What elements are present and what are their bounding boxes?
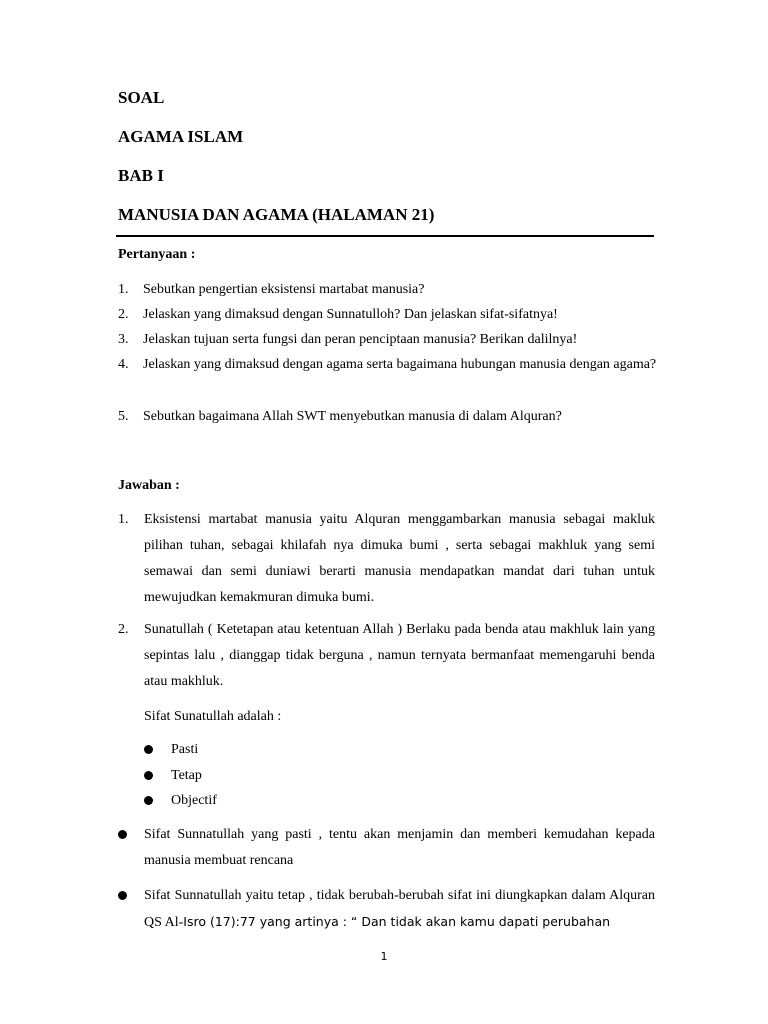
sifat-label: Objectif bbox=[171, 793, 217, 808]
answer-number: 2. bbox=[118, 622, 129, 637]
sifat-list-item bbox=[144, 791, 217, 811]
page-number: 1 bbox=[380, 950, 388, 963]
question-text: Jelaskan tujuan serta fungsi dan peran penciptaan manusia? Berikan dalilnya! bbox=[143, 332, 578, 347]
question-item bbox=[118, 327, 658, 352]
bullet-icon bbox=[118, 891, 127, 900]
explanation-bullet bbox=[118, 822, 655, 874]
question-number: 4. bbox=[118, 357, 129, 372]
explanation-text: Sifat Sunnatullah yang pasti , tentu akan menjamin dan memberi kemudahan kepada manusia membuat rencana bbox=[144, 827, 655, 868]
subject-title: AGAMA ISLAM bbox=[118, 127, 244, 146]
question-number: 3. bbox=[118, 332, 129, 347]
sifat-label: Tetap bbox=[171, 768, 202, 783]
answer-text: Eksistensi martabat manusia yaitu Alquran menggambarkan manusia sebagai makluk pilihan tuhan, sebagai khilafah nya dimuka bumi , serta sebagai makhluk yang semi semawai dan semi duniawi berarti manusia mendapatkan mandat dari tuhan untuk mewujudkan kemakmuran dimuka bumi. bbox=[144, 512, 655, 605]
question-item bbox=[118, 302, 658, 327]
questions-heading: Pertanyaan : bbox=[118, 247, 196, 262]
question-text: Jelaskan yang dimaksud dengan agama serta bagaimana hubungan manusia dengan agama? bbox=[143, 357, 657, 372]
answers-heading: Jawaban : bbox=[118, 478, 180, 493]
answer-item bbox=[118, 507, 655, 611]
sifat-list-item bbox=[144, 740, 198, 760]
answer-number: 1. bbox=[118, 512, 129, 527]
explanation-text-part: Sifat Sunnatullah yaitu tetap , tidak berubah-berubah sifat ini diungkapkan dalam Alquran QS Al- bbox=[144, 888, 655, 930]
explanation-bullet bbox=[118, 883, 655, 936]
answer-item bbox=[118, 617, 655, 695]
question-text: Sebutkan bagaimana Allah SWT menyebutkan manusia di dalam Alquran? bbox=[143, 409, 562, 424]
question-text: Jelaskan yang dimaksud dengan Sunnatulloh? Dan jelaskan sifat-sifatnya! bbox=[143, 307, 558, 322]
explanation-text bbox=[144, 883, 655, 936]
bullet-icon bbox=[144, 796, 153, 805]
explanation-text-part: Isro (17):77 yang artinya : “ Dan tidak akan kamu dapati perubahan bbox=[183, 914, 611, 929]
answer-text: Sunatullah ( Ketetapan atau ketentuan Allah ) Berlaku pada benda atau makhluk lain yang sepintas lalu , dianggap tidak berguna , namun ternyata bermanfaat memengaruhi benda atau makhluk. bbox=[144, 622, 655, 689]
sifat-list-item bbox=[144, 766, 202, 786]
bullet-icon bbox=[118, 830, 127, 839]
chapter-title: BAB I bbox=[118, 166, 164, 185]
question-item bbox=[118, 404, 658, 429]
question-number: 5. bbox=[118, 409, 129, 424]
question-number: 2. bbox=[118, 307, 129, 322]
question-item bbox=[118, 352, 658, 377]
doc-title: SOAL bbox=[118, 88, 165, 107]
question-number: 1. bbox=[118, 282, 129, 297]
question-item bbox=[118, 277, 658, 302]
sifat-label: Pasti bbox=[171, 742, 199, 757]
sifat-intro: Sifat Sunatullah adalah : bbox=[144, 709, 282, 724]
chapter-subtitle: MANUSIA DAN AGAMA (HALAMAN 21) bbox=[118, 205, 435, 224]
header-divider bbox=[116, 235, 654, 237]
bullet-icon bbox=[144, 745, 153, 754]
question-text: Sebutkan pengertian eksistensi martabat manusia? bbox=[143, 282, 425, 297]
bullet-icon bbox=[144, 771, 153, 780]
